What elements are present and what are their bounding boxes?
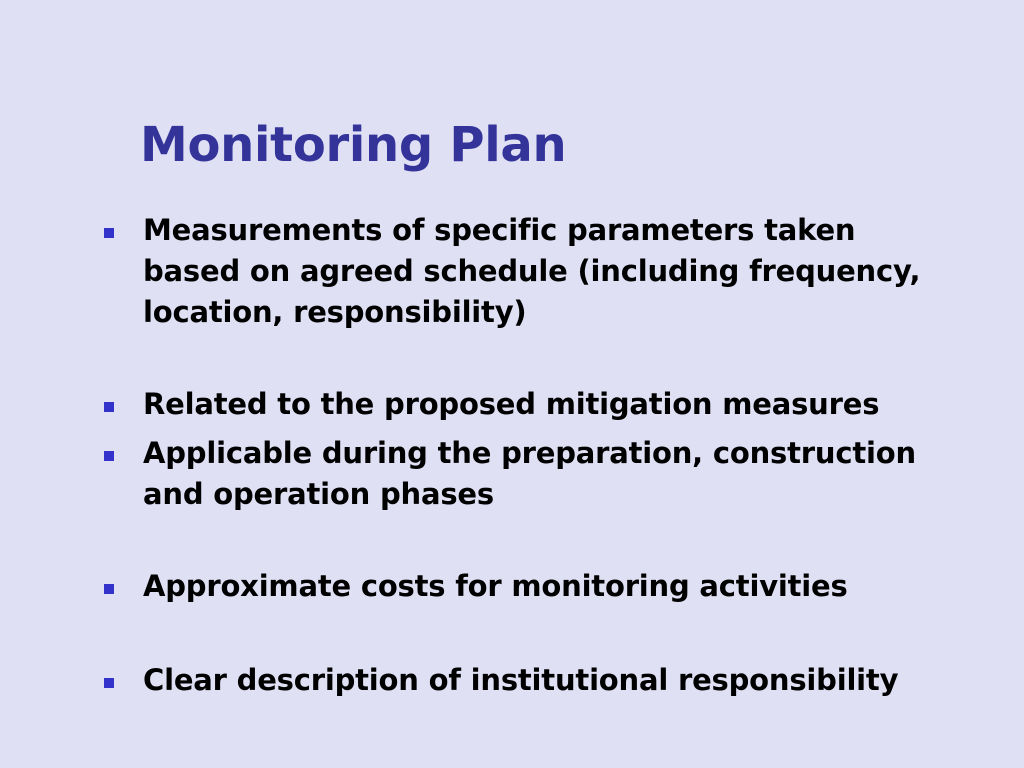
bullet-item: [104, 660, 1004, 701]
bullet-item: [104, 566, 1004, 607]
bullet-list: [104, 210, 1004, 701]
square-bullet-icon: [104, 402, 114, 412]
bullet-text: Clear description of institutional responsibility: [143, 663, 899, 697]
bullet-text: Measurements of specific parameters taken based on agreed schedule (including frequency, location, responsibility): [143, 213, 921, 329]
bullet-item: [104, 433, 1004, 515]
slide-title: Monitoring Plan: [140, 117, 567, 173]
square-bullet-icon: [104, 678, 114, 688]
bullet-text: Related to the proposed mitigation measures: [143, 387, 880, 421]
square-bullet-icon: [104, 584, 114, 594]
bullet-text: Approximate costs for monitoring activities: [143, 569, 848, 603]
square-bullet-icon: [104, 451, 114, 461]
bullet-item: [104, 210, 1004, 333]
square-bullet-icon: [104, 228, 114, 238]
bullet-text: Applicable during the preparation, construction and operation phases: [143, 436, 916, 511]
bullet-item: [104, 384, 1004, 425]
